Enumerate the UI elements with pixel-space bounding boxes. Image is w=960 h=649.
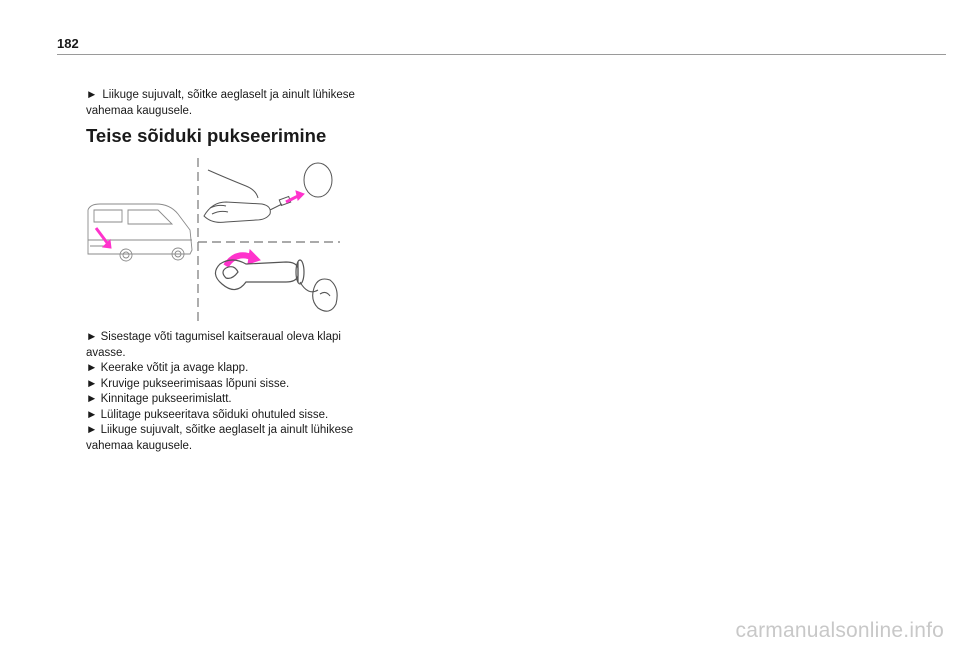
watermark: carmanualsonline.info <box>735 619 944 642</box>
removed-flap-icon <box>300 279 337 311</box>
list-item <box>86 330 356 361</box>
hand-key-icon <box>204 170 291 222</box>
step-text: Kinnitage pukseerimislatt. <box>100 393 232 405</box>
list-item <box>86 408 356 424</box>
bullet-arrow-icon: ► <box>86 408 98 421</box>
bullet-arrow-icon: ► <box>86 424 98 436</box>
instruction-list <box>86 330 356 454</box>
step-text: Lülitage pukseeritava sõiduki ohutuled sisse. <box>100 408 329 421</box>
flap-cover-icon <box>304 163 332 197</box>
list-item <box>86 377 356 393</box>
step-text: Sisestage võti tagumisel kaitseraual oleva klapi avasse. <box>86 331 341 359</box>
intro-paragraph <box>86 87 356 119</box>
header-divider <box>57 54 946 55</box>
list-item <box>86 392 356 408</box>
step-text: Kruvige pukseerimisaas lõpuni sisse. <box>100 377 290 390</box>
step-text: Keerake võtit ja avage klapp. <box>100 362 249 374</box>
intro-text: Liikuge sujuvalt, sõitke aeglaselt ja ainult lühikese vahemaa kaugusele. <box>86 89 355 117</box>
bullet-arrow-icon: ► <box>86 393 98 405</box>
pointer-arrow-icon <box>96 228 111 248</box>
section-title: Teise sõiduki pukseerimine <box>86 125 327 146</box>
list-item <box>86 361 356 377</box>
page-number: 182 <box>57 36 79 51</box>
bullet-arrow-icon: ► <box>86 362 98 374</box>
list-item <box>86 423 356 454</box>
step-text: Liikuge sujuvalt, sõitke aeglaselt ja ainult lühikese vahemaa kaugusele. <box>86 424 354 452</box>
bullet-arrow-icon: ► <box>86 377 98 390</box>
bullet-arrow-icon: ► <box>86 89 98 101</box>
towing-illustration <box>86 158 340 326</box>
bullet-arrow-icon: ► <box>86 331 98 343</box>
van-rear-icon <box>88 204 192 261</box>
